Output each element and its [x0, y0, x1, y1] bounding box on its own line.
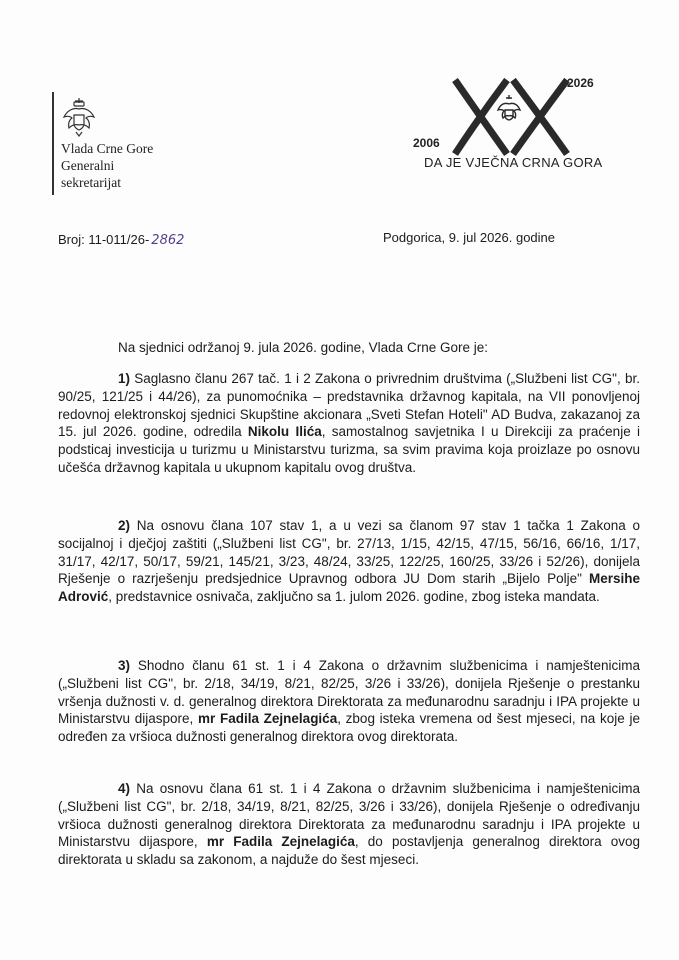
item-text: , do postavljenja generalnog direktora ovog direktorata u skladu sa zakonom, a najduže do šest mjeseci. [58, 834, 640, 868]
jubilee-year-start: 2006 [413, 136, 440, 150]
reference-prefix: Broj: 11-011/26- [58, 232, 150, 247]
item-text: Shodno članu 61 st. 1 i 4 Zakona o državnim službenicima i namještenicima („Službeni list CG", br. 2/18, 34/19, 8/21, 82/25, 3/26 i 33/26), donijela Rješenje o prestanku vršenja dužnosti v. d. generalnog direktora Direktorata za međunarodnu saradnju i IPA projekte u Ministarstvu dijaspore, [58, 658, 640, 727]
item-text: , samostalnog savjetnika I u Direkciji za praćenje i podsticaj investicija u turizmu u Ministarstvu turizma, sa svim pravima koja proizlaze po osnovu učešća državnog kapitala u ukupnom kapitalu ovog društva. [58, 424, 640, 475]
item-number: 4) [118, 781, 131, 796]
gov-line-2: Generalni [61, 158, 115, 173]
intro-paragraph: Na sjednici održanoj 9. jula 2026. godine, Vlada Crne Gore je: [118, 340, 488, 355]
item-number: 3) [118, 658, 131, 673]
item-number: 1) [118, 371, 131, 386]
person-name: mr Fadila Zejnelagića [206, 834, 355, 850]
item-number: 2) [118, 518, 131, 533]
item-text: Na osnovu člana 61 st. 1 i 4 Zakona o državnim službenicima i namještenicima („Službeni list CG", br. 2/18, 34/19, 8/21, 82/25, 3/26 i 33/26), donijela Rješenje o određivanju vršioca dužnosti generalnog direktora Direktorata za međunarodnu saradnju i IPA projekte u Ministarstvu dijaspore, [58, 781, 640, 850]
item-text: Na osnovu člana 107 stav 1, a u vezi sa članom 97 stav 1 tačka 1 Zakona o socijalnoj i dječjoj zaštiti („Službeni list CG", br. 27/13, 1/15, 42/15, 47/15, 56/16, 66/16, 1/17, 31/17, 42/17, 50/17, 59/21, 145/21, 3/23, 48/24, 33/25, 122/25, 160/25, 33/26 i 52/26), donijela Rješenje o razrješenju predsjednice Upravnog odbora JU Dom starih „Bijelo Polje" [58, 518, 640, 587]
decision-item-2 [58, 517, 640, 606]
gov-line-3: sekretarijat [61, 175, 121, 190]
person-name: Nikolu Ilića [247, 424, 322, 440]
person-name: Mersihe Adrović [58, 571, 640, 605]
decision-item-1 [58, 370, 640, 477]
header-divider [52, 92, 54, 195]
item-text: , predstavnice osnivača, zaključno sa 1. julom 2026. godine, zbog isteka mandata. [108, 589, 600, 605]
gov-line-1: Vlada Crne Gore [61, 141, 154, 156]
reference-number [58, 232, 184, 248]
document-date: Podgorica, 9. jul 2026. godine [383, 230, 556, 245]
jubilee-year-end: 2026 [567, 76, 594, 90]
decision-item-4 [58, 780, 640, 869]
government-name [61, 140, 153, 191]
item-text: , zbog isteka vremena od šest mjeseci, na koje je određen za vršioca dužnosti generalnog direktora ovog direktorata. [58, 711, 640, 745]
person-name: mr Fadila Zejnelagića [197, 711, 338, 727]
decision-item-3 [58, 657, 640, 746]
jubilee-slogan: DA JE VJEČNA CRNA GORA [424, 155, 603, 170]
handwritten-number: 2862 [151, 233, 185, 248]
montenegro-coat-of-arms-icon [61, 97, 97, 137]
item-text: Saglasno članu 267 tač. 1 i 2 Zakona o privrednim društvima („Službeni list CG", br. 90/25, 121/25 i 44/26), za punomoćnika – predstavnika državnog kapitala, na VII ponovljenoj redovnoj elektronskoj sjednici Skupštine akcionara „Sveti Stefan Hoteli" AD Budva, zakazanoj za 15. jul 2026. godine, odredila [58, 371, 640, 440]
